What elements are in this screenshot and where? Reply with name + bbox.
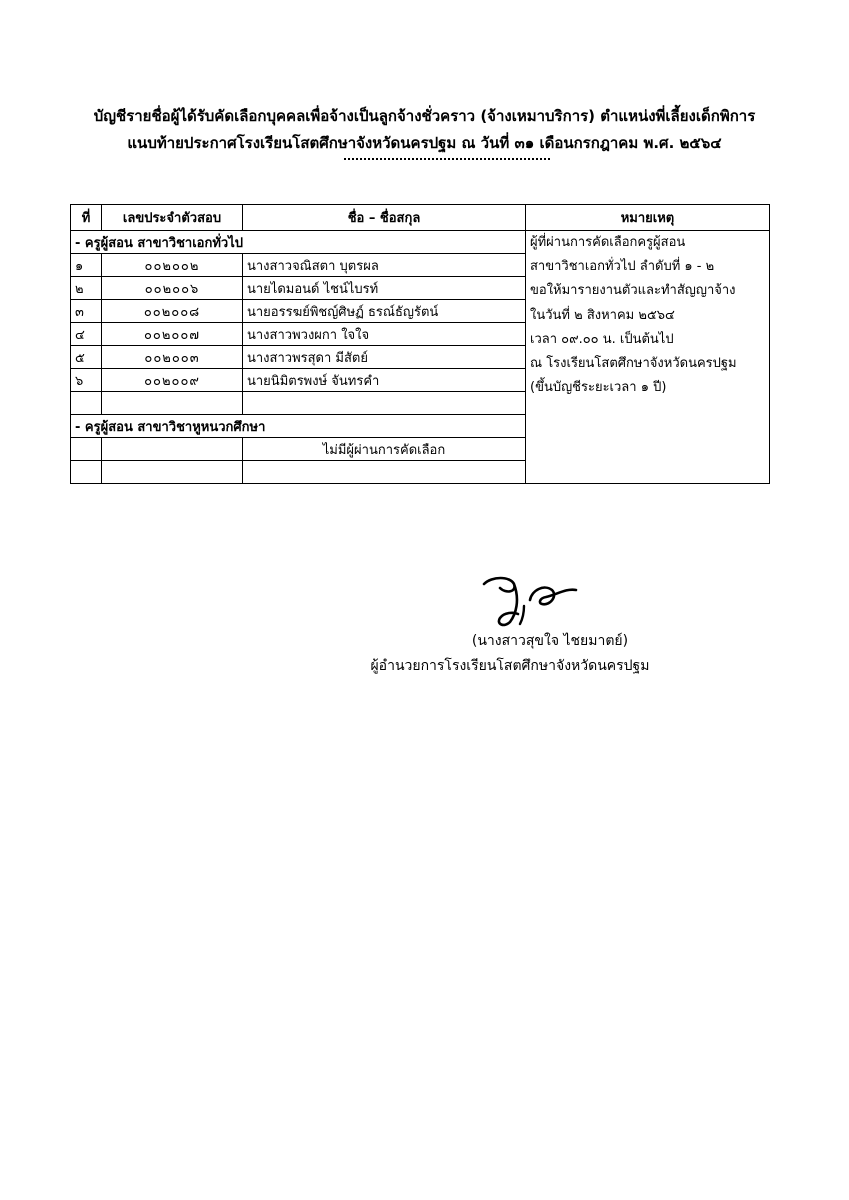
row-number: ๖: [71, 369, 102, 392]
remark-cell: [526, 231, 770, 484]
exam-id: ๐๐๒๐๐๘: [102, 300, 243, 323]
empty-cell: [102, 461, 243, 484]
signatory-name: (นางสาวสุขใจ ไชยมาตย์): [471, 633, 629, 649]
empty-cell: [71, 438, 102, 461]
section-label-general: - ครูผู้สอน สาขาวิชาเอกทั่วไป: [71, 231, 526, 254]
row-number: ๕: [71, 346, 102, 369]
empty-cell: [102, 392, 243, 415]
remark-line: ขอให้มารายงานตัวและทำสัญญาจ้าง: [530, 283, 736, 299]
remark-line: เวลา ๐๙.๐๐ น. เป็นต้นไป: [530, 331, 674, 347]
remark-line: ในวันที่ ๒ สิงหาคม ๒๕๖๔: [530, 307, 675, 323]
document-title-line-2: แนบท้ายประกาศโรงเรียนโสตศึกษาจังหวัดนครปฐม ณ วันที่ ๓๑ เดือนกรกฎาคม พ.ศ. ๒๕๖๔: [127, 134, 722, 152]
signature-image: [470, 570, 590, 630]
section-row-general: [71, 231, 770, 254]
exam-id: ๐๐๒๐๐๗: [102, 323, 243, 346]
exam-id: ๐๐๒๐๐๓: [102, 346, 243, 369]
remark-line: ผู้ที่ผ่านการคัดเลือกครูผู้สอน: [530, 235, 686, 250]
candidate-name: นางสาวพวงผกา ใจใจ: [243, 323, 526, 346]
row-number: ๒: [71, 277, 102, 300]
dotted-separator: [344, 158, 550, 160]
candidate-name: นายไดมอนด์ ไชน์ไบรท์: [243, 277, 526, 300]
candidate-name: นางสาวพรสุดา มีสัตย์: [243, 346, 526, 369]
column-header-name: ชื่อ – ชื่อสกุล: [243, 205, 526, 231]
candidate-name: นายอรรฆย์พิชญ์ศิษฏ์ ธรณ์ธัญรัตน์: [243, 300, 526, 323]
remark-line: ณ โรงเรียนโสตศึกษาจังหวัดนครปฐม: [530, 356, 737, 372]
empty-cell: [71, 392, 102, 415]
remark-line: สาขาวิชาเอกทั่วไป ลำดับที่ ๑ - ๒: [530, 259, 715, 275]
empty-cell: [71, 461, 102, 484]
column-header-no: ที่: [71, 205, 102, 231]
empty-cell: [102, 438, 243, 461]
empty-cell: [243, 392, 526, 415]
document-title-line-1: บัญชีรายชื่อผู้ได้รับคัดเลือกบุคคลเพื่อจ้างเป็นลูกจ้างชั่วคราว (จ้างเหมาบริการ) ตำแหน่งพี่เลี้ยงเด็กพิการ: [93, 107, 756, 125]
candidate-name: นางสาวจณิสตา บุตรผล: [243, 254, 526, 277]
exam-id: ๐๐๒๐๐๒: [102, 254, 243, 277]
candidate-table: [70, 204, 770, 484]
no-candidate-text: ไม่มีผู้ผ่านการคัดเลือก: [243, 438, 526, 461]
exam-id: ๐๐๒๐๐๙: [102, 369, 243, 392]
row-number: ๓: [71, 300, 102, 323]
exam-id: ๐๐๒๐๐๖: [102, 277, 243, 300]
section-label-deaf-education: - ครูผู้สอน สาขาวิชาหูหนวกศึกษา: [71, 415, 526, 438]
empty-cell: [243, 461, 526, 484]
signatory-position: ผู้อำนวยการโรงเรียนโสตศึกษาจังหวัดนครปฐม: [370, 658, 650, 674]
row-number: ๑: [71, 254, 102, 277]
column-header-exam-id: เลขประจำตัวสอบ: [102, 205, 243, 231]
column-header-remark: หมายเหตุ: [526, 205, 770, 231]
row-number: ๔: [71, 323, 102, 346]
remark-line: (ขึ้นบัญชีระยะเวลา ๑ ปี): [530, 380, 667, 396]
candidate-name: นายนิมิตรพงษ์ จันทรคำ: [243, 369, 526, 392]
table-header-row: [71, 205, 770, 231]
